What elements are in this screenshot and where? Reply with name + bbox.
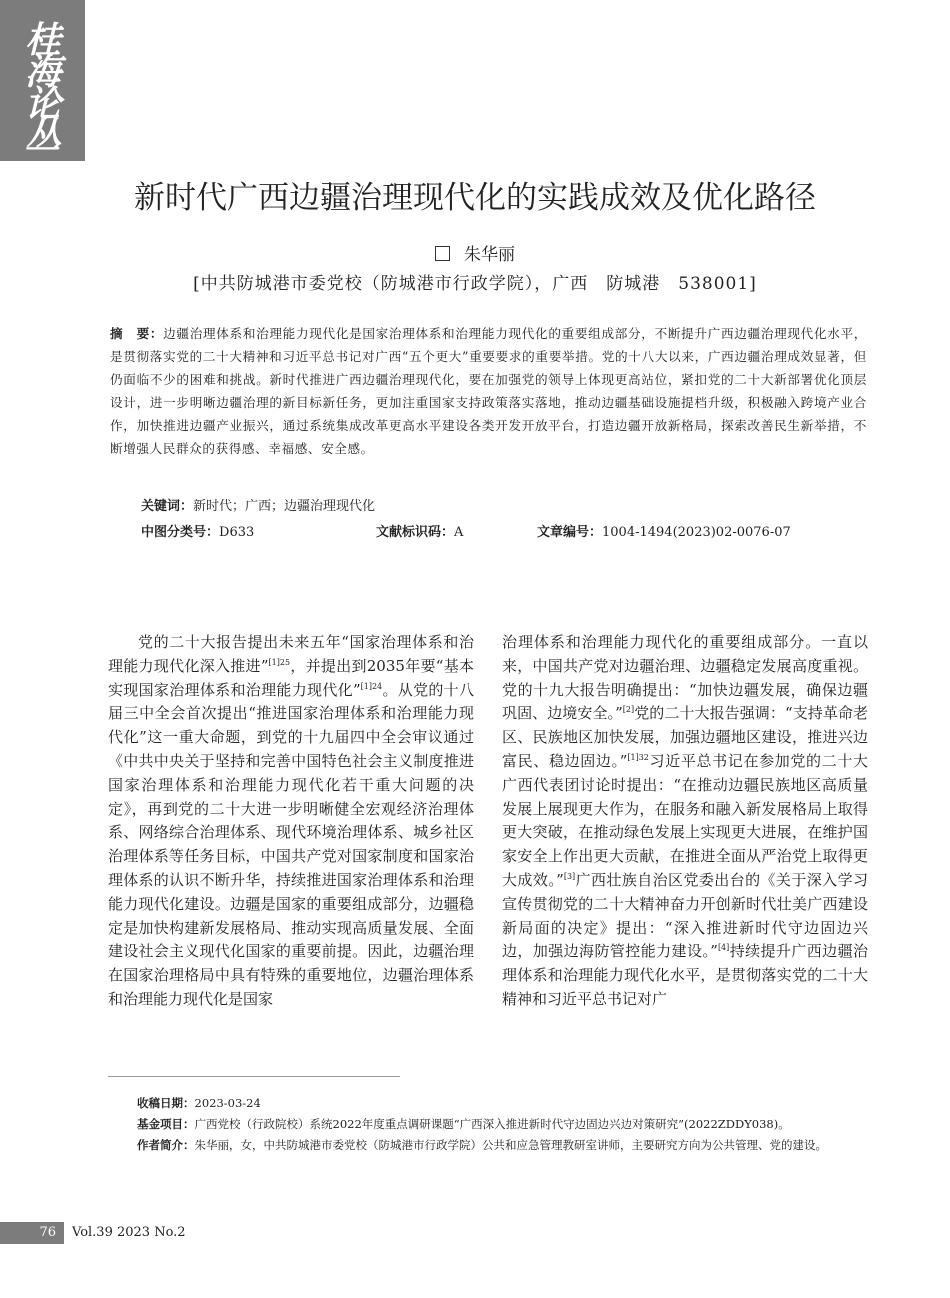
logo-char-1: 桂 [24, 19, 61, 61]
doc-code-line [376, 521, 463, 540]
abstract [110, 322, 867, 460]
keywords: 新时代；广西；边疆治理现代化 [193, 499, 376, 514]
abstract-label: 摘 要： [110, 326, 164, 341]
page-number: 76 [39, 1225, 56, 1240]
classification-line [141, 521, 254, 540]
received-date [137, 1093, 877, 1114]
page-number-badge [0, 1222, 64, 1244]
received-value: 2023-03-24 [194, 1096, 261, 1110]
logo-char-2: 海 [24, 51, 61, 93]
logo-char-4: 丛 [24, 115, 61, 157]
journal-logo [0, 0, 85, 161]
body-text: 党的二十大报告提出未来五年“国家治理体系和治理能力现代化深入推进” [108, 633, 474, 675]
fund-project [137, 1114, 877, 1135]
issue-info: Vol.39 2023 No.2 [72, 1225, 186, 1240]
doc-code-label: 文献标识码： [376, 525, 455, 540]
keywords-line [141, 495, 375, 514]
bio-value: 朱华丽，女，中共防城港市委党校（防城港市行政学院）公共和应急管理教研室讲师，主要研究方向为公共管理、党的建设。 [194, 1138, 827, 1152]
doc-code-value: A [454, 525, 464, 540]
logo-char-3: 论 [24, 83, 61, 125]
footnote-divider [108, 1076, 400, 1077]
clc-label: 中图分类号： [141, 525, 220, 540]
author-affiliation: [中共防城港市委党校（防城港市行政学院），广西 防城港 538001] [193, 274, 757, 294]
body-text: 广西壮族自治区党委出台的《关于深入学习宣传贯彻党的二十大精神奋力开创新时代壮美广西建设新局面的决定》提出：“深入推进新时代守边固边兴边，加强边海防管控能力建设。” [502, 870, 868, 961]
fund-label: 基金项目： [137, 1117, 195, 1131]
article-no-line [537, 521, 791, 540]
fund-value: 广西党校（行政院校）系统2022年度重点调研课题“广西深入推进新时代守边固边兴边对策研究”(2022ZDDY038)。 [194, 1117, 790, 1131]
author-bio [137, 1135, 877, 1156]
body-text: 持续提升广西边疆治理体系和治理能力现代化水平，是贯彻落实党的二十大精神和习近平总书记对广 [502, 942, 868, 1008]
clc-value: D633 [219, 525, 255, 540]
body-column-right [502, 631, 868, 1012]
body-paragraph [108, 631, 474, 1012]
citation: [1]24 [360, 681, 383, 691]
body-text: 。从党的十八届三中全会首次提出“推进国家治理体系和治理能力现代化”这一重大命题，到党的十九届四中全会审议通过《中共中央关于坚持和完善中国特色社会主义制度推进国家治理体系和治理能力现代化若干重大问题的决定》，再到党的二十大进一步明晰健全宏观经济治理体系、网络综合治理体系、现代环境治理体系、城乡社区治理体系等任务目标，中国共产党对国家制度和国家治理体系的认识不断升华，持续推进国家治理体系和治理能力现代化建设。边疆是国家的重要组成部分，边疆稳定是加快构建新发展格局、推动实现高质量发展、全面建设社会主义现代化国家的重要前提。因此，边疆治理在国家治理格局中具有特殊的重要地位，边疆治理体系和治理能力现代化是国家 [108, 680, 474, 1008]
citation: [1]25 [268, 657, 291, 667]
body-column-left [108, 631, 474, 1012]
author-line [0, 240, 950, 265]
article-no-label: 文章编号： [537, 525, 603, 540]
body-text: ，并提出到2035年要“基本实现国家治理体系和治理能力现代化” [108, 656, 475, 699]
bio-label: 作者简介： [137, 1138, 195, 1152]
received-label: 收稿日期： [137, 1096, 195, 1110]
citation: [2] [622, 705, 635, 715]
body-text: 党的二十大报告强调：“支持革命老区、民族地区加快发展，加强边疆地区建设，推进兴边富民、稳边固边。” [502, 704, 869, 770]
author-name: 朱华丽 [464, 245, 515, 265]
citation: [1]32 [627, 752, 649, 762]
body-text: 习近平总书记在参加党的二十大广西代表团讨论时提出：“在推动边疆民族地区高质量发展上展现更大作为，在服务和融入新发展格局上取得更大突破，在推动绿色发展上实现更大进展，在维护国家安全上作出更大贡献，在推进全面从严治党上取得更大成效。” [502, 751, 868, 889]
citation: [3] [563, 871, 576, 881]
keywords-label: 关键词： [141, 499, 194, 514]
body-paragraph [502, 631, 868, 1012]
body-text: 治理体系和治理能力现代化的重要组成部分。一直以来，中国共产党对边疆治理、边疆稳定发展高度重视。党的十九大报告明确提出：“加快边疆发展，确保边疆巩固、边境安全。” [502, 633, 868, 723]
article-title: 新时代广西边疆治理现代化的实践成效及优化路径 [134, 180, 816, 216]
square-icon [435, 246, 450, 261]
article-no-value: 1004-1494(2023)02-0076-07 [602, 525, 791, 540]
abstract-text: 边疆治理体系和治理能力现代化是国家治理体系和治理能力现代化的重要组成部分，不断提升广西边疆治理现代化水平，是贯彻落实党的二十大精神和习近平总书记对广西“五个更大”重要要求的重要举措。党的十八大以来，广西边疆治理成效显著，但仍面临不少的困难和挑战。新时代推进广西边疆治理现代化，要在加强党的领导上体现更高站位，紧扣党的二十大新部署优化顶层设计，进一步明晰边疆治理的新目标新任务，更加注重国家支持政策落实落地，推动边疆基础设施提档升级，积极融入跨境产业合作，加快推进边疆产业振兴，通过系统集成改革更高水平建设各类开发开放平台，打造边疆开放新格局，探索改善民生新举措，不断增强人民群众的获得感、幸福感、安全感。 [110, 326, 867, 456]
citation: [4] [717, 943, 730, 953]
